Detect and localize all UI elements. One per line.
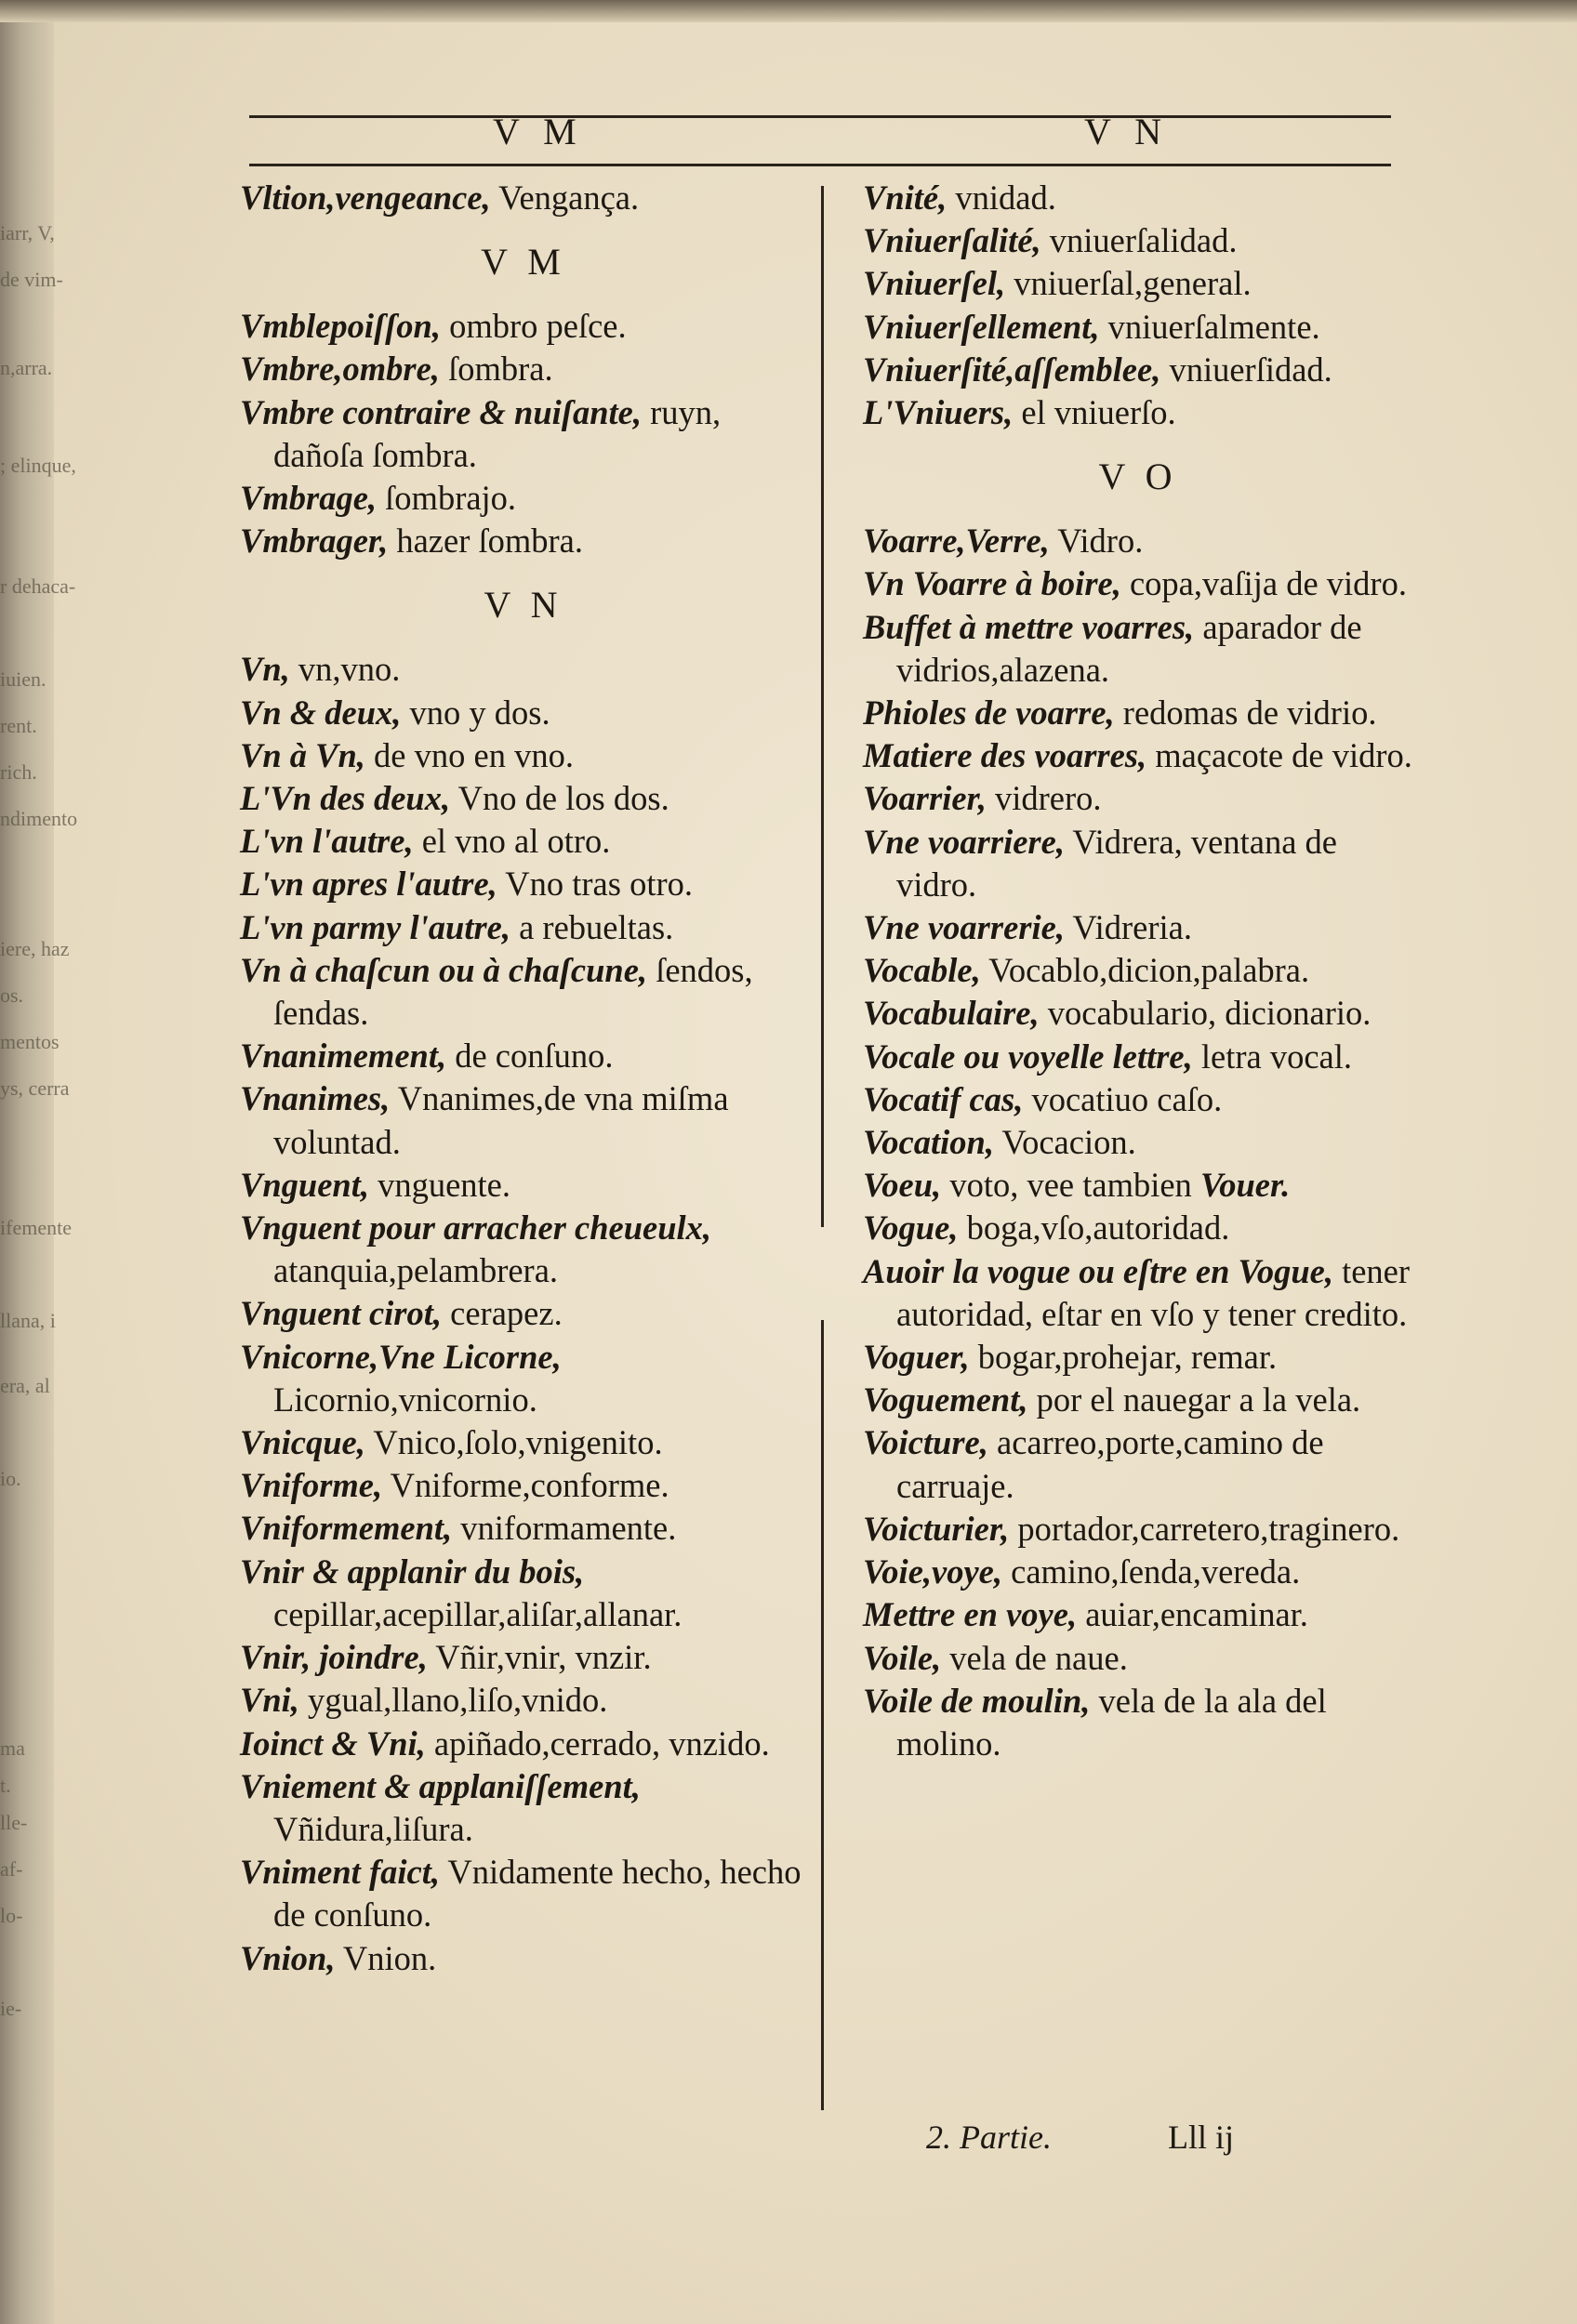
margin-bleed-fragment: ; elinque, [0, 454, 76, 477]
entry-definition: redomas de vidrio. [1114, 693, 1377, 733]
entry-headword: Vogue, [863, 1208, 959, 1248]
entry-definition: vnguente. [368, 1165, 511, 1204]
header-rule-top [249, 115, 1391, 118]
dictionary-entry [240, 520, 807, 562]
margin-bleed-fragment: iarr, V, [0, 221, 55, 244]
dictionary-entry [863, 1637, 1413, 1680]
entry-definition: atanquia,pelambrera. [273, 1251, 559, 1290]
entry-definition: Vniforme,conforme. [382, 1466, 669, 1505]
margin-bleed-fragment: de vim- [0, 268, 63, 291]
dictionary-entry [240, 1679, 807, 1722]
entry-definition: Vidreria. [1064, 908, 1192, 947]
entry-headword: Vniment faict, [240, 1853, 440, 1892]
entry-headword: Voie,voye, [863, 1552, 1002, 1591]
dictionary-entry [240, 692, 807, 734]
entry-definition: maçacote de vidro. [1146, 736, 1412, 775]
entry-definition: Vnidamente hecho, hecho de conſuno. [273, 1853, 802, 1934]
dictionary-entry [863, 391, 1413, 434]
dictionary-entry [240, 477, 807, 520]
dictionary-entry [863, 1336, 1413, 1379]
entry-definition: vocabulario, dicionario. [1039, 994, 1372, 1033]
entry-definition: vidrero. [986, 779, 1102, 818]
section-heading: V N [484, 584, 563, 627]
entry-definition: camino,ſenda,vereda. [1002, 1552, 1301, 1591]
dictionary-entry [863, 1250, 1413, 1336]
dictionary-entry [240, 906, 807, 949]
entry-definition: vela de la ala del molino. [896, 1681, 1327, 1763]
dictionary-entry [863, 949, 1413, 992]
entry-definition: el vno al otro. [413, 822, 611, 861]
dictionary-entry [863, 906, 1413, 949]
entry-definition: vno y dos. [401, 693, 550, 732]
dictionary-entry [863, 1207, 1413, 1249]
margin-bleed-fragment: rent. [0, 714, 37, 737]
margin-bleed-fragment: iere, haz [0, 937, 70, 960]
right-column [863, 177, 1413, 1765]
header-rule-bottom [249, 164, 1391, 166]
entry-headword: Vnanimement, [240, 1037, 447, 1076]
entry-definition: de vno en vno. [364, 735, 574, 774]
entry-definition: a rebueltas. [510, 907, 674, 946]
dictionary-entry [863, 692, 1413, 734]
dictionary-entry [240, 1336, 807, 1421]
dictionary-entry [863, 1078, 1413, 1121]
dictionary-entry [240, 1937, 807, 1980]
entry-headword: Voguement, [863, 1380, 1028, 1419]
entry-headword: Voeu, [863, 1166, 942, 1205]
entry-definition: acarreo,porte,camino de carruaje. [896, 1423, 1324, 1505]
entry-definition: Vnanimes,de vna miſma voluntad. [273, 1079, 729, 1161]
dictionary-entry [863, 1593, 1413, 1636]
entry-headword: Vniuerſellement, [863, 307, 1100, 346]
margin-bleed-fragment: io. [0, 1467, 21, 1490]
dictionary-entry [863, 1551, 1413, 1593]
entry-headword: Vocabulaire, [863, 994, 1040, 1033]
dictionary-entry [863, 1379, 1413, 1421]
running-head-left: V M [493, 111, 584, 152]
margin-bleed-fragment: era, al [0, 1374, 50, 1397]
dictionary-entry [240, 1421, 807, 1464]
entry-headword: Vn à Vn, [240, 735, 365, 774]
dictionary-entry [863, 520, 1413, 562]
entry-definition: vniuerſalidad. [1040, 221, 1238, 260]
entry-headword: Vn & deux, [240, 693, 402, 732]
dictionary-entry [863, 349, 1413, 391]
dictionary-entry [240, 1164, 807, 1207]
dictionary-entry [240, 863, 807, 905]
entry-definition: bogar,prohejar, remar. [969, 1338, 1278, 1377]
dictionary-entry [863, 606, 1413, 692]
entry-headword: Vn, [240, 650, 290, 689]
entry-headword: Vocale ou voyelle lettre, [863, 1037, 1193, 1076]
entry-crossref: Vouer. [1199, 1166, 1291, 1205]
dictionary-entry [240, 1464, 807, 1507]
dictionary-entry [240, 305, 807, 348]
dictionary-entry [863, 821, 1413, 906]
dictionary-entry [863, 1680, 1413, 1765]
entry-definition: vocatiuo caſo. [1023, 1079, 1223, 1118]
entry-definition: copa,vaſija de vidro. [1120, 564, 1407, 603]
entry-headword: Vnicorne,Vne Licorne, [240, 1337, 562, 1376]
entry-headword: Vn Voarre à boire, [863, 564, 1121, 603]
entry-definition: Vnion. [335, 1938, 437, 1977]
dictionary-entry [240, 1035, 807, 1077]
dictionary-entry [863, 992, 1413, 1035]
dictionary-entry [863, 1164, 1413, 1207]
entry-definition: Vidrera, ventana de vidro. [896, 822, 1338, 904]
page-top-edge [0, 0, 1577, 22]
entry-definition: vniuerſalmente. [1099, 307, 1320, 346]
margin-bleed-fragment: r dehaca- [0, 574, 76, 598]
entry-headword: Vniuerſalité, [863, 221, 1041, 260]
entry-definition: aparador de vidrios,alazena. [896, 607, 1362, 689]
margin-bleed-fragment: lle- [0, 1811, 28, 1834]
margin-bleed-fragment: llana, i [0, 1309, 56, 1332]
entry-headword: Vniformement, [240, 1509, 453, 1548]
entry-headword: Vnguent cirot, [240, 1294, 443, 1333]
dictionary-entry [240, 648, 807, 691]
entry-definition: cerapez. [442, 1294, 563, 1333]
margin-bleed-fragment: ys, cerra [0, 1076, 70, 1100]
dictionary-entry [240, 1207, 807, 1292]
dictionary-entry [240, 177, 807, 219]
entry-headword: Vniforme, [240, 1466, 383, 1505]
margin-bleed-fragment: ie- [0, 1997, 22, 2020]
entry-definition: cepillar,acepillar,aliſar,allanar. [273, 1594, 682, 1633]
dictionary-entry [863, 734, 1413, 777]
dictionary-entry [240, 777, 807, 820]
margin-bleed-fragment: iuien. [0, 667, 46, 691]
entry-headword: Voile, [863, 1638, 942, 1677]
entry-definition: auiar,encaminar. [1077, 1595, 1308, 1634]
entry-headword: Vocable, [863, 951, 981, 990]
margin-bleed-fragment: os. [0, 984, 24, 1007]
entry-headword: Vnion, [240, 1938, 336, 1977]
entry-headword: Voicture, [863, 1423, 988, 1462]
dictionary-entry [240, 949, 807, 1035]
margin-bleed-fragment: n,arra. [0, 356, 53, 379]
entry-headword: Vne voarrerie, [863, 908, 1065, 947]
entry-headword: Vni, [240, 1681, 299, 1720]
entry-headword: L'vn apres l'autre, [240, 865, 497, 904]
dictionary-entry [240, 734, 807, 777]
entry-headword: Vniuerſel, [863, 264, 1006, 303]
entry-headword: Vne voarriere, [863, 822, 1065, 861]
entry-headword: Vniement & applaniſſement, [240, 1766, 641, 1805]
dictionary-entry [240, 391, 807, 477]
entry-headword: Phioles de voarre, [863, 693, 1115, 733]
entry-definition: Vñidura,liſura. [273, 1809, 473, 1848]
entry-definition: tener autoridad, eſtar en vſo y tener credito. [896, 1251, 1411, 1333]
entry-definition: ſombra. [439, 350, 553, 389]
entry-definition: voto, vee tambien [941, 1166, 1200, 1205]
entry-headword: Matiere des voarres, [863, 736, 1147, 775]
entry-definition: Vno de los dos. [450, 779, 669, 818]
entry-definition: portador,carretero,traginero. [1009, 1509, 1400, 1548]
dictionary-entry [863, 262, 1413, 305]
dictionary-entry [863, 177, 1413, 219]
entry-definition: el vniuerſo. [1013, 393, 1176, 432]
entry-definition: vniformamente. [452, 1509, 677, 1548]
dictionary-entry [863, 1508, 1413, 1551]
dictionary-entry [240, 1077, 807, 1163]
entry-headword: L'vn parmy l'autre, [240, 907, 510, 946]
entry-definition: ruyn, dañoſa ſombra. [273, 392, 722, 474]
entry-headword: Vmblepoiſſon, [240, 307, 441, 346]
dictionary-entry [240, 1636, 807, 1679]
section-heading: V O [1098, 456, 1178, 498]
entry-headword: Voarre,Verre, [863, 522, 1050, 561]
margin-bleed-fragment: ndimento [0, 807, 78, 830]
margin-bleed-fragment: mentos [0, 1030, 60, 1053]
entry-definition: de conſuno. [446, 1037, 614, 1076]
entry-headword: Voguer, [863, 1338, 970, 1377]
entry-definition: vniuerſal,general. [1005, 264, 1252, 303]
column-divider-lower [821, 1320, 824, 2110]
entry-definition: vn,vno. [289, 650, 401, 689]
section-heading: V M [481, 241, 566, 284]
entry-headword: Buffet à mettre voarres, [863, 607, 1195, 646]
entry-definition: letra vocal. [1192, 1037, 1353, 1076]
entry-definition: hazer ſombra. [388, 522, 583, 561]
entry-headword: Voile de moulin, [863, 1681, 1091, 1720]
entry-definition: ſendos, ſendas. [273, 950, 753, 1033]
dictionary-entry [240, 1851, 807, 1936]
entry-headword: L'Vn des deux, [240, 779, 451, 818]
dictionary-entry [240, 1507, 807, 1550]
entry-definition: Vengança. [490, 178, 640, 217]
dictionary-entry [240, 1551, 807, 1636]
margin-bleed-fragment: t. [0, 1774, 11, 1797]
entry-headword: Vltion,vengeance, [240, 178, 491, 217]
dictionary-entry [240, 1723, 807, 1765]
entry-definition: Vno tras otro. [497, 865, 694, 904]
entry-definition: ſombrajo. [377, 479, 517, 518]
entry-definition: Vocacion. [993, 1123, 1136, 1162]
entry-headword: Auoir la vogue ou eſtre en Vogue, [863, 1251, 1333, 1290]
margin-bleed-fragment: af- [0, 1857, 23, 1881]
entry-headword: Vnité, [863, 178, 948, 217]
entry-headword: Vmbrager, [240, 522, 389, 561]
dictionary-entry [240, 348, 807, 390]
left-column [240, 177, 807, 1980]
entry-headword: Vocation, [863, 1123, 994, 1162]
entry-headword: Mettre en voye, [863, 1595, 1078, 1634]
entry-headword: Vnguent pour arracher cheueulx, [240, 1208, 712, 1248]
dictionary-entry [863, 1121, 1413, 1164]
dictionary-entry [863, 562, 1413, 605]
part-label: 2. Partie. [926, 2119, 1052, 2156]
entry-definition: Licornio,vnicornio. [273, 1380, 537, 1419]
margin-bleed-fragment: ifemente [0, 1216, 72, 1239]
entry-headword: L'vn l'autre, [240, 822, 414, 861]
entry-headword: Vn à chaſcun ou à chaſcune, [240, 950, 648, 989]
entry-definition: Vñir,vnir, vnzir. [427, 1638, 652, 1677]
entry-definition: boga,vſo,autoridad. [958, 1208, 1230, 1248]
entry-definition: Vidro. [1049, 522, 1144, 561]
entry-definition: apiñado,cerrado, vnzido. [425, 1723, 770, 1763]
entry-headword: Vocatif cas, [863, 1079, 1024, 1118]
entry-headword: Vnir, joindre, [240, 1638, 428, 1677]
column-divider-upper [821, 186, 824, 1227]
entry-definition: por el nauegar a la vela. [1027, 1380, 1361, 1419]
entry-headword: Vmbrage, [240, 479, 378, 518]
entry-definition: Vocablo,dicion,palabra. [980, 951, 1310, 990]
entry-definition: vela de naue. [941, 1638, 1128, 1677]
dictionary-entry [863, 219, 1413, 262]
entry-definition: ombro peſce. [440, 307, 627, 346]
margin-bleed-fragment: lo- [0, 1904, 23, 1927]
adjacent-page-edge [0, 0, 78, 2324]
dictionary-entry [240, 1292, 807, 1335]
entry-headword: Vnguent, [240, 1165, 369, 1204]
dictionary-entry [863, 1421, 1413, 1507]
entry-headword: Voicturier, [863, 1509, 1010, 1548]
entry-definition: vniuerſidad. [1160, 350, 1332, 389]
dictionary-entry [863, 777, 1413, 820]
entry-headword: L'Vniuers, [863, 393, 1014, 432]
entry-definition: vnidad. [947, 178, 1056, 217]
entry-headword: Vniuerſité,aſſemblee, [863, 350, 1161, 389]
entry-headword: Vnir & applanir du bois, [240, 1552, 585, 1591]
dictionary-entry [240, 820, 807, 863]
entry-headword: Voarrier, [863, 779, 987, 818]
margin-bleed-fragment: rich. [0, 760, 37, 784]
entry-headword: Ioinct & Vni, [240, 1723, 426, 1763]
dictionary-entry [863, 1036, 1413, 1078]
entry-headword: Vmbre,ombre, [240, 350, 440, 389]
running-head-right: V N [1084, 111, 1170, 152]
page-footer [926, 2118, 1234, 2157]
margin-bleed-fragment: ma [0, 1736, 25, 1760]
entry-headword: Vnicque, [240, 1423, 365, 1462]
entry-definition: ygual,llano,liſo,vnido. [298, 1681, 608, 1720]
entry-headword: Vnanimes, [240, 1079, 391, 1118]
dictionary-entry [240, 1765, 807, 1851]
entry-headword: Vmbre contraire & nuiſante, [240, 392, 642, 431]
signature-mark: Lll ij [1168, 2119, 1234, 2156]
entry-definition: Vnico,ſolo,vnigenito. [364, 1423, 663, 1462]
dictionary-entry [863, 306, 1413, 349]
